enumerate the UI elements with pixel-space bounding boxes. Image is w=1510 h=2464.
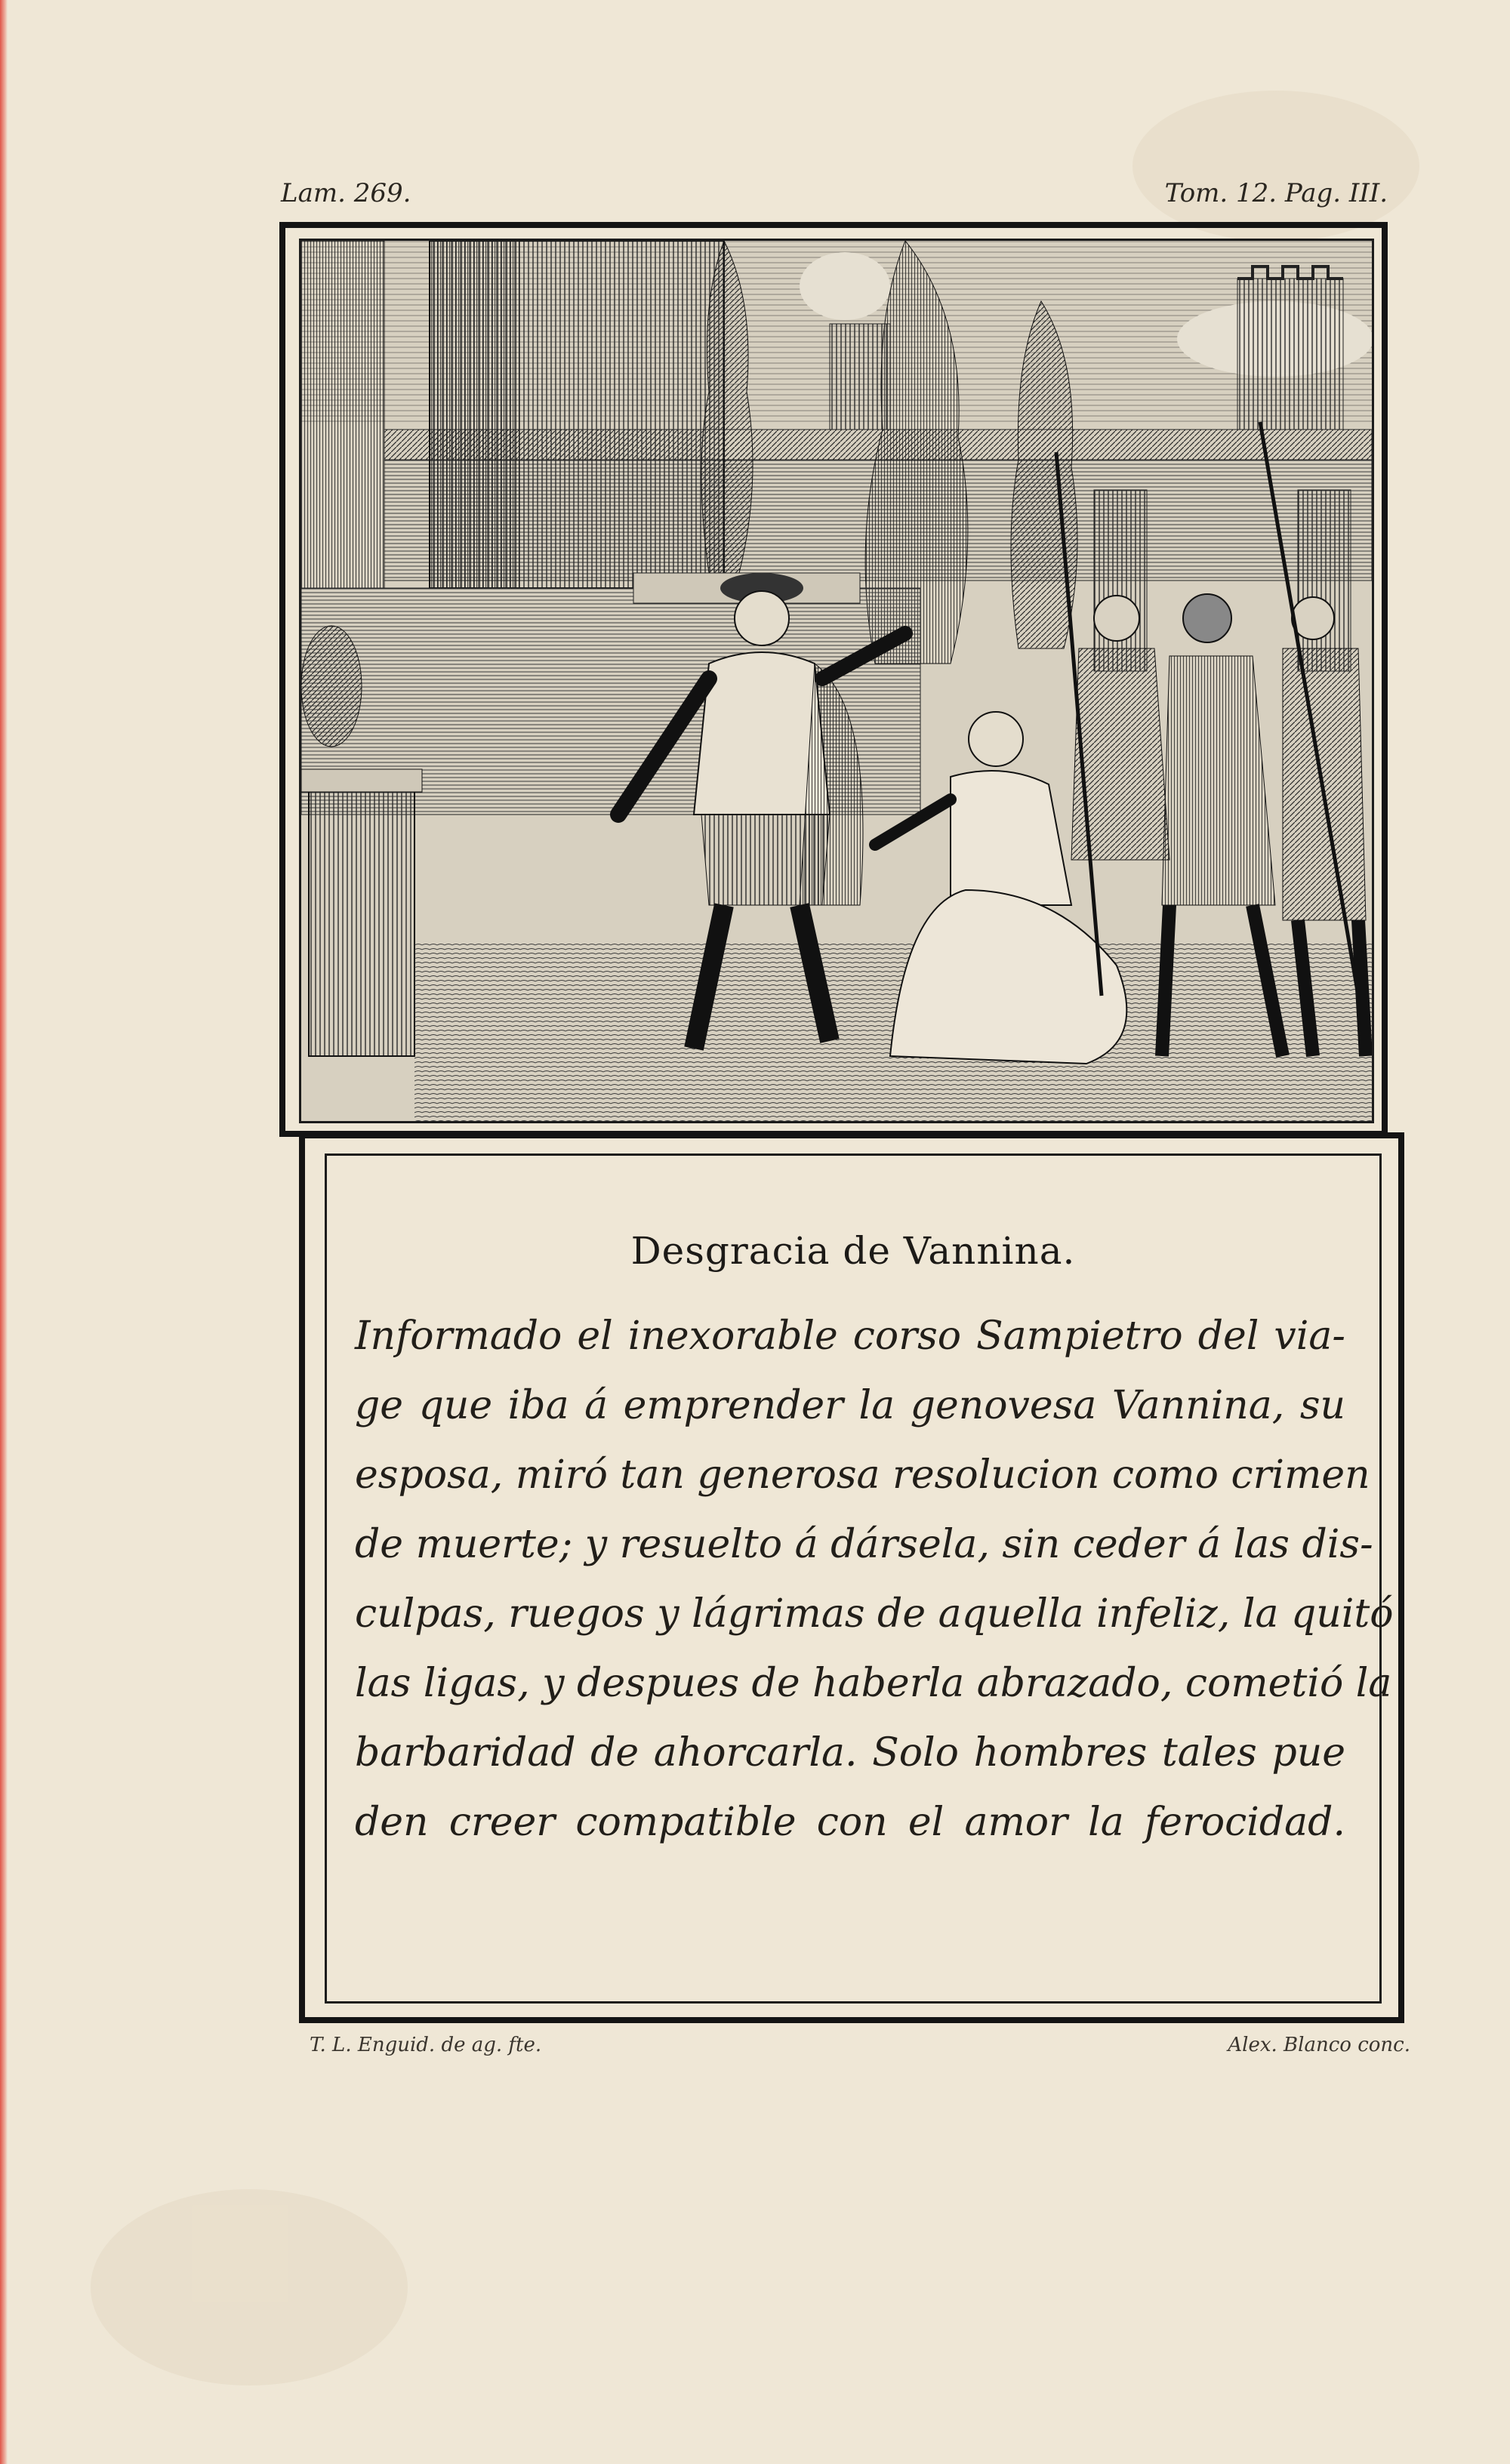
caption-line: de muerte; y resuelto á dársela, sin ceder á las dis- <box>355 1522 1373 1567</box>
cloud <box>800 252 890 320</box>
round-tower <box>1237 279 1343 430</box>
caption-line: ge que iba á emprender la genovesa Vannina, su <box>355 1383 1345 1428</box>
wall-pillar <box>1298 490 1351 671</box>
pedestal-cap <box>301 769 422 792</box>
engraving-scene <box>301 241 1372 1121</box>
column-shadow <box>430 241 520 588</box>
caption-inner-frame <box>325 1153 1394 2004</box>
bust-statue <box>301 626 362 747</box>
engraving-illustration <box>299 239 1374 1123</box>
caption-line: las ligas, y despues de haberla abrazado, cometió la <box>355 1661 1392 1706</box>
caption-line: esposa, miró tan generosa resolucion como crimen <box>355 1452 1370 1498</box>
paper-stain <box>1132 91 1419 242</box>
paper-stain <box>91 2189 408 2385</box>
caption-line: den creer compatible con el amor la ferocidad. <box>355 1800 1345 1845</box>
plate-number: Lam. 269. <box>281 178 411 208</box>
paper-edge <box>0 0 8 2464</box>
caption-line: culpas, ruegos y lágrimas de aquella infeliz, la quitó <box>355 1591 1394 1637</box>
wall-pillar <box>1094 490 1147 671</box>
plate-title: Desgracia de Vannina. <box>630 1229 1076 1273</box>
engraver-credit: T. L. Enguid. de ag. fte. <box>310 2034 542 2056</box>
pedestal <box>309 784 414 1056</box>
caption-line: barbaridad de ahorcarla. Solo hombres tales pue <box>355 1730 1345 1776</box>
designer-credit: Alex. Blanco conc. <box>1228 2034 1410 2056</box>
caption-line: Informado el inexorable corso Sampietro del via- <box>355 1314 1345 1359</box>
volume-page-reference: Tom. 12. Pag. III. <box>1164 178 1388 208</box>
column-left <box>301 241 384 588</box>
